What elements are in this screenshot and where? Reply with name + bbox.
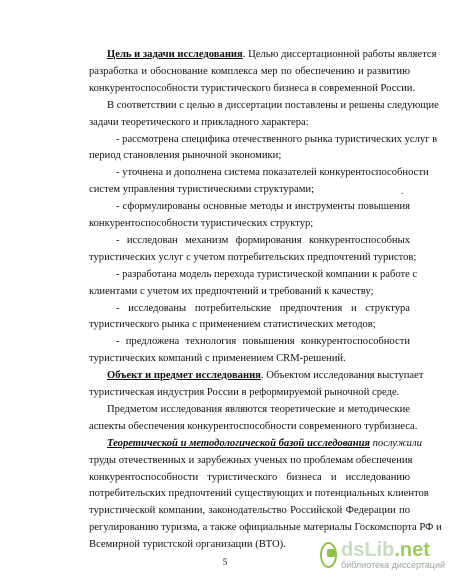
section-heading: Цель и задачи исследования bbox=[107, 49, 243, 60]
section-heading: Объект и предмет исследования bbox=[107, 370, 261, 382]
text-line: В соответствии с целью в диссертации поставлены и решены следующие bbox=[107, 99, 439, 111]
text-line: туристических услуг с учетом потребительских предпочтений туристов; bbox=[89, 251, 417, 263]
text-line: туристическая индустрия России в реформируемой рыночной среде. bbox=[89, 387, 400, 398]
text-line: клиентами с учетом их предпочтений и требований к качеству; bbox=[89, 285, 374, 297]
text-line: задачи теоретического и прикладного характера: bbox=[89, 116, 309, 128]
text-line: конкурентоспособности туристического бизнеса и исследованию bbox=[89, 471, 410, 483]
text-line: конкурентоспособности туристического бизнеса в современной России. bbox=[89, 82, 416, 94]
watermark-text: dsLib.net библиотека диссертаций bbox=[340, 538, 445, 570]
text-line: труды отечественных и зарубежных ученых по проблемам обеспечения bbox=[89, 454, 413, 466]
list-item: - разработана модель перехода туристической компании к работе с bbox=[116, 268, 418, 280]
text-line: конкурентоспособности туристических структур; bbox=[89, 218, 314, 229]
text-line: Цель и задачи исследования. Целью диссертационной работы является bbox=[107, 49, 437, 60]
list-item: - предложена технология повышения конкурентоспособности bbox=[116, 336, 410, 348]
list-item: - исследованы потребительские предпочтения и структура bbox=[116, 302, 410, 314]
text-line: регулированию туризма, а также официальные материалы Госкомспорта РФ и bbox=[89, 522, 442, 534]
list-item: - уточнена и дополнена система показателей конкурентоспособности bbox=[116, 167, 429, 179]
text-line: туристической компании, законодательство Российской Федерации по bbox=[89, 505, 410, 517]
list-item: - исследован механизм формирования конкурентоспособных bbox=[116, 234, 410, 246]
text-line: аспекты обеспечения конкурентоспособности современного турбизнеса. bbox=[89, 420, 418, 432]
text-line: Объект и предмет исследования. Объектом исследования выступает bbox=[107, 370, 424, 382]
text-line: Всемирной туристской организации (ВТО). bbox=[89, 539, 286, 551]
text-line: туристических компаний с применением CRM-решений. bbox=[89, 353, 346, 365]
text-line: разработка и обоснование комплекса мер по обеспечению и развитию bbox=[89, 65, 410, 77]
margin-mark: . bbox=[401, 186, 404, 196]
page-number: 5 bbox=[222, 557, 228, 567]
text-line: туристического рынка с применением статистических методов; bbox=[89, 319, 376, 331]
list-item: - рассмотрена специфика отечественного рынка туристических услуг в bbox=[116, 133, 438, 145]
section-heading: Теоретической и методологической базой исследования bbox=[107, 437, 370, 449]
text-line: систем управления туристическими структурами; bbox=[89, 184, 315, 196]
list-item: - сформулированы основные методы и инструменты повышения bbox=[116, 201, 410, 213]
text-line: Теоретической и методологической базой исследования послужили bbox=[107, 437, 422, 449]
text-line: период становления рыночной экономики; bbox=[89, 150, 282, 162]
text-line: Предметом исследования являются теоретические и методические bbox=[107, 403, 410, 415]
text-line: потребительских предпочтений существующих и потенциальных клиентов bbox=[89, 488, 429, 500]
